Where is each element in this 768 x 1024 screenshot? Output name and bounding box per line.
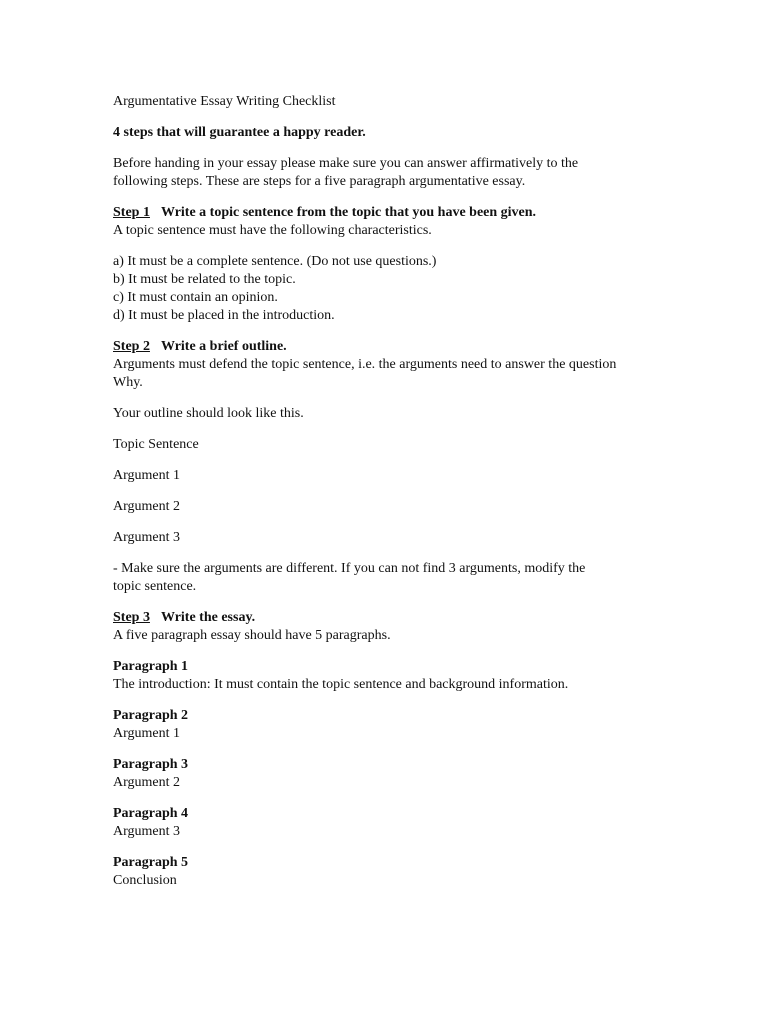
outline-intro — [113, 405, 673, 423]
outline-item-text: Argument 3 — [113, 530, 181, 545]
step-1-section — [113, 204, 673, 240]
step-3-section — [113, 609, 673, 645]
paragraph-block — [113, 756, 673, 792]
step-1-label: Step 1 — [113, 205, 150, 220]
paragraph-description: The introduction: It must contain the topic sentence and background information. — [113, 677, 569, 692]
list-item: c) It must contain an opinion. — [113, 290, 278, 305]
intro-line: Before handing in your essay please make sure you can answer affirmatively to the — [113, 156, 579, 171]
document-title — [113, 93, 673, 111]
paragraph-title: Paragraph 5 — [113, 855, 189, 870]
step-3-text: A five paragraph essay should have 5 paragraphs. — [113, 628, 391, 643]
outline-item — [113, 498, 673, 516]
paragraph-title: Paragraph 4 — [113, 806, 189, 821]
list-item: d) It must be placed in the introduction. — [113, 308, 335, 323]
step-3-header — [113, 609, 673, 627]
step-3-heading: Write the essay. — [160, 610, 256, 625]
step-2-heading: Write a brief outline. — [160, 339, 287, 354]
paragraph-block — [113, 658, 673, 694]
title-text: Argumentative Essay Writing Checklist — [113, 94, 336, 109]
outline-item — [113, 467, 673, 485]
note-line: topic sentence. — [113, 579, 197, 594]
step-1-list — [113, 253, 673, 325]
paragraph-title: Paragraph 1 — [113, 659, 189, 674]
paragraph-description: Argument 1 — [113, 726, 181, 741]
outline-item-text: Argument 1 — [113, 468, 181, 483]
paragraph-description: Argument 3 — [113, 824, 181, 839]
outline-item-text: Argument 2 — [113, 499, 181, 514]
paragraph-description: Conclusion — [113, 873, 177, 888]
outline-item-text: Topic Sentence — [113, 437, 199, 452]
paragraph-description: Argument 2 — [113, 775, 181, 790]
outline-note — [113, 560, 673, 596]
document-subtitle — [113, 124, 673, 142]
step-1-header — [113, 204, 673, 222]
document-body — [113, 93, 673, 903]
intro-line: following steps. These are steps for a five paragraph argumentative essay. — [113, 174, 526, 189]
step-2-header — [113, 338, 673, 356]
step-3-label: Step 3 — [113, 610, 150, 625]
intro-paragraph — [113, 155, 673, 191]
list-item: a) It must be a complete sentence. (Do not use questions.) — [113, 254, 437, 269]
step-2-text-line: Arguments must defend the topic sentence, i.e. the arguments need to answer the question — [113, 357, 617, 372]
outline-item — [113, 529, 673, 547]
step-1-text: A topic sentence must have the following characteristics. — [113, 223, 432, 238]
list-item: b) It must be related to the topic. — [113, 272, 296, 287]
paragraph-block — [113, 805, 673, 841]
paragraph-block — [113, 707, 673, 743]
outline-intro-text: Your outline should look like this. — [113, 406, 304, 421]
subtitle-text: 4 steps that will guarantee a happy reader. — [113, 125, 366, 140]
note-line: - Make sure the arguments are different. If you can not find 3 arguments, modify the — [113, 561, 586, 576]
paragraph-title: Paragraph 2 — [113, 708, 189, 723]
step-2-section — [113, 338, 673, 392]
outline-item — [113, 436, 673, 454]
paragraph-title: Paragraph 3 — [113, 757, 189, 772]
step-1-heading: Write a topic sentence from the topic that you have been given. — [160, 205, 537, 220]
step-2-label: Step 2 — [113, 339, 150, 354]
paragraph-block — [113, 854, 673, 890]
step-2-text-line: Why. — [113, 375, 143, 390]
